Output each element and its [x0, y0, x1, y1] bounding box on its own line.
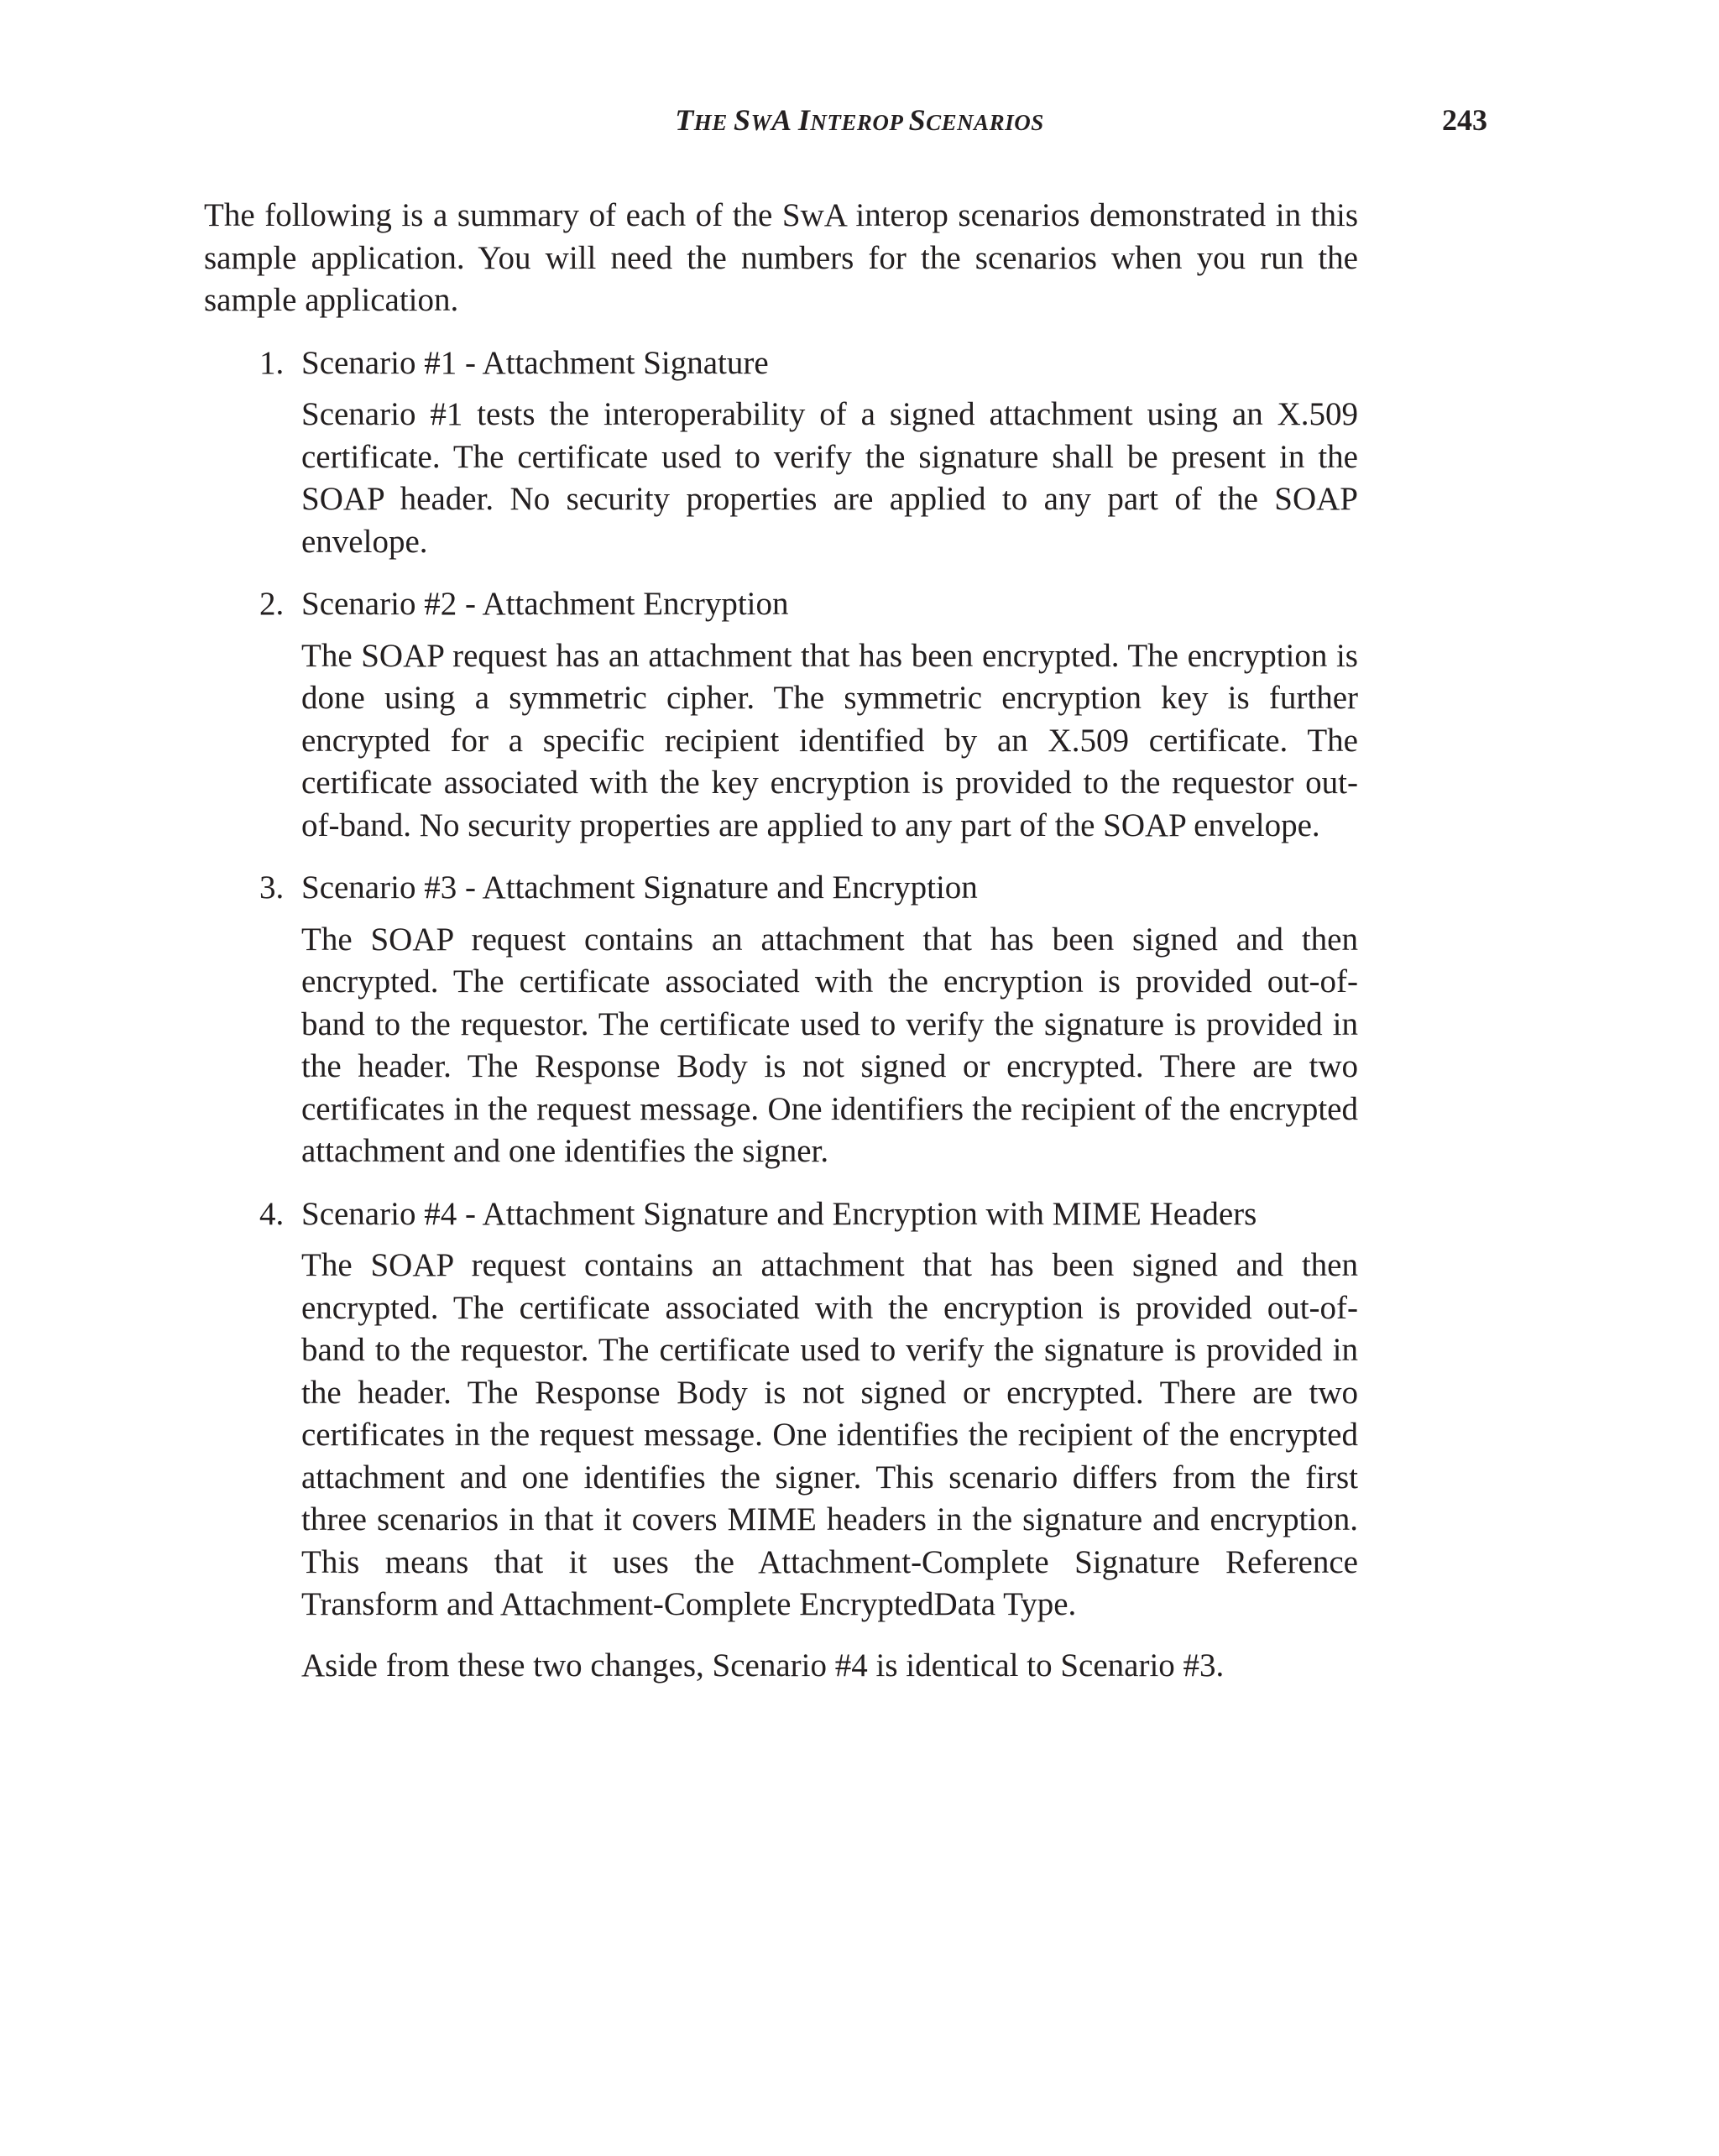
scenario-heading	[204, 583, 1358, 626]
scenario-item-1	[204, 342, 1358, 564]
scenario-description: The SOAP request has an attachment that has been encrypted. The encryption is done using a symmetric cipher. The symmetric encryption key is further encrypted for a specific recipient identified by an X.509 certificate. The certificate associated with the key encryption is provided to the requestor out-of-band. No security properties are applied to any part of the SOAP envelope.	[301, 637, 1358, 843]
scenario-description: The SOAP request contains an attachment that has been signed and then encrypted. The certificate associated with the encryption is provided out-of-band to the requestor. The certificate used to verify the signature is provided in the header. The Response Body is not signed or encrypted. There are two certificates in the request message. One identifies the recipient of the encrypted attachment and one identifies the signer. This scenario differs from the first three scenarios in that it covers MIME headers in the signature and encryption. This means that it uses the Attachment-Complete Signature Reference Transform and Attachment-Complete EncryptedData Type.	[301, 1247, 1358, 1622]
closing-paragraph: Aside from these two changes, Scenario #4 is identical to Scenario #3.	[301, 1647, 1225, 1684]
scenario-title: Scenario #2 - Attachment Encryption	[301, 586, 789, 622]
scenario-title: Scenario #3 - Attachment Signature and Encryption	[301, 869, 978, 906]
scenario-heading	[204, 1193, 1358, 1236]
scenario-title: Scenario #4 - Attachment Signature and Encryption with MIME Headers	[301, 1195, 1257, 1232]
intro-paragraph: The following is a summary of each of the SwA interop scenarios demonstrated in this sample application. You will need the numbers for the scenarios when you run the sample application.	[204, 197, 1358, 318]
scenario-description: Scenario #1 tests the interoperability of a signed attachment using an X.509 certificate. The certificate used to verify the signature shall be present in the SOAP header. No security properties are applied to any part of the SOAP envelope.	[301, 396, 1358, 560]
scenario-number: 2.	[259, 586, 285, 622]
page-number: 243	[1442, 103, 1487, 137]
scenario-heading	[204, 342, 1358, 385]
running-header	[0, 99, 1719, 141]
scenario-number: 1.	[259, 344, 285, 381]
page-body	[204, 195, 1358, 1687]
scenario-heading	[204, 867, 1358, 910]
scenario-number: 4.	[259, 1195, 285, 1232]
scenario-item-2	[204, 583, 1358, 847]
scenario-title: Scenario #1 - Attachment Signature	[301, 344, 769, 381]
scenario-item-4	[204, 1193, 1358, 1626]
running-title: THE SWA INTEROP SCENARIOS	[675, 103, 1044, 137]
scenario-item-3	[204, 867, 1358, 1173]
scenario-description: The SOAP request contains an attachment that has been signed and then encrypted. The certificate associated with the encryption is provided out-of-band to the requestor. The certificate used to verify the signature is provided in the header. The Response Body is not signed or encrypted. There are two certificates in the request message. One identifiers the recipient of the encrypted attachment and one identifies the signer.	[301, 921, 1358, 1169]
scenario-number: 3.	[259, 869, 285, 906]
